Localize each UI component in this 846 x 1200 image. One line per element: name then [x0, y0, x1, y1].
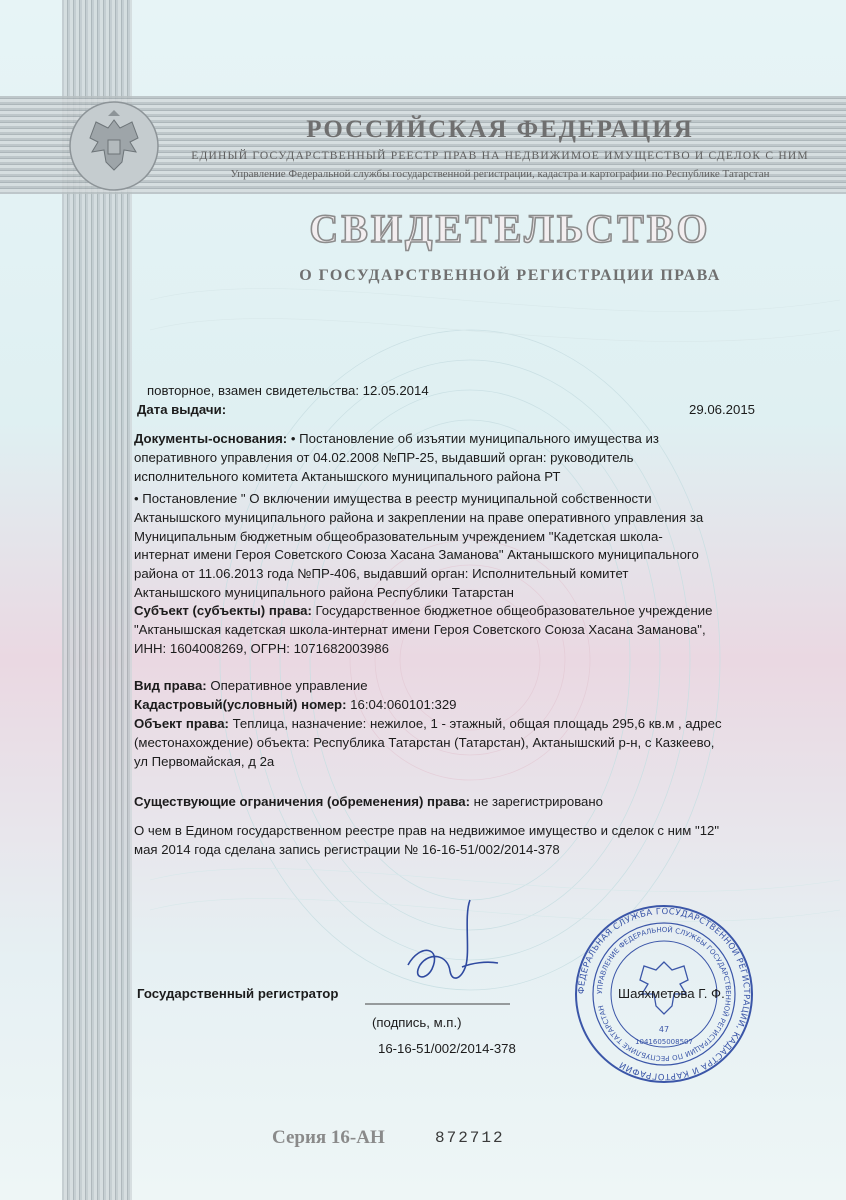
- restrictions: [134, 793, 603, 812]
- registry-title: ЕДИНЫЙ ГОСУДАРСТВЕННЫЙ РЕЕСТР ПРАВ НА НЕДВИЖИМОЕ ИМУЩЕСТВО И СДЕЛОК С НИМ: [191, 150, 809, 162]
- documents-item2-line: • Постановление " О включении имущества в реестр муниципальной собственности: [134, 491, 652, 506]
- signature-caption: (подпись, м.п.): [372, 1015, 462, 1030]
- documents-item2-line: Актанышского муниципального района Республики Татарстан: [134, 584, 514, 600]
- documents-item2: [134, 490, 703, 603]
- certificate-subtitle: О ГОСУДАРСТВЕННОЙ РЕГИСТРАЦИИ ПРАВА: [299, 267, 721, 284]
- documents-item2-line: района от 11.06.2013 года №ПР-406, выдавший орган: Исполнительный комитет: [134, 566, 629, 582]
- subject-label: Субъект (субъекты) права:: [134, 603, 312, 618]
- object-line: (местонахождение) объекта: Республика Татарстан (Татарстан), Актанышский р-н, с Казкеево,: [134, 734, 715, 750]
- registrar-signature: [390, 895, 510, 1010]
- documents-item2-line: Актанышского муниципального района и закреплении на праве оперативного управления за: [134, 509, 704, 525]
- registrar-name: Шаяхметова Г. Ф.: [618, 986, 725, 1001]
- office-title: Управление Федеральной службы государственной регистрации, кадастра и картографии по Республике Татарстан: [230, 168, 770, 180]
- documents-item1-line: исполнительного комитета Актанышского муниципального района РТ: [134, 468, 561, 484]
- documents-label: Документы-основания:: [134, 431, 288, 446]
- certificate-title: СВИДЕТЕЛЬСТВО: [309, 206, 711, 251]
- documents-item2-line: интернат имени Героя Советского Союза Хасана Заманова" Актанышского муниципального: [134, 547, 699, 563]
- documents-item1-line: оперативного управления от 04.02.2008 №ПР-25, выдавший орган: руководитель: [134, 449, 634, 465]
- object-of-right: [134, 715, 722, 771]
- object-line: Теплица, назначение: нежилое, 1 - этажный, общая площадь 295,6 кв.м , адрес: [228, 716, 722, 731]
- right-holder: [134, 602, 712, 658]
- registration-record: [134, 822, 719, 860]
- restrictions-value: не зарегистрировано: [470, 794, 603, 809]
- seal-outer-text: ФЕДЕРАЛЬНАЯ СЛУЖБА ГОСУДАРСТВЕННОЙ РЕГИСТРАЦИИ, КАДАСТРА И КАРТОГРАФИИ: [576, 906, 752, 1082]
- cadastral-label: Кадастровый(условный) номер:: [134, 697, 347, 712]
- object-line: ул Первомайская, д 2а: [134, 753, 275, 769]
- registrar-label: Государственный регистратор: [137, 986, 339, 1001]
- reissue-note: повторное, взамен свидетельства: 12.05.2014: [147, 383, 429, 398]
- subject-line: ИНН: 1604008269, ОГРН: 1071682003986: [134, 640, 389, 656]
- issue-date-label: Дата выдачи:: [137, 402, 227, 417]
- cadastral-value: 16:04:060101:329: [346, 697, 457, 712]
- documents-item1-line: • Постановление об изъятии муниципального имущества из: [287, 431, 659, 446]
- record-number: 16-16-51/002/2014-378: [378, 1041, 516, 1056]
- seal-inner-text: УПРАВЛЕНИЕ ФЕДЕРАЛЬНОЙ СЛУЖБЫ ГОСУДАРСТВЕННОЙ РЕГИСТРАЦИИ ПО РЕСПУБЛИКЕ ТАТАРСТАН: [595, 925, 733, 1063]
- documents-basis: [134, 430, 659, 486]
- right-type-label: Вид права:: [134, 678, 207, 693]
- subject-line: Государственное бюджетное общеобразовательное учреждение: [311, 603, 713, 618]
- double-headed-eagle-icon: [68, 100, 160, 192]
- form-series: Серия 16-АН: [272, 1127, 385, 1148]
- record-line: мая 2014 года сделана запись регистрации № 16-16-51/002/2014-378: [134, 841, 560, 857]
- cadastral-number: [134, 696, 457, 715]
- country-title: РОССИЙСКАЯ ФЕДЕРАЦИЯ: [306, 116, 694, 143]
- right-type: [134, 677, 368, 696]
- seal-number: 47: [658, 1025, 670, 1034]
- subject-line: "Актанышская кадетская школа-интернат имени Героя Советского Союза Хасана Заманова",: [134, 621, 706, 637]
- right-type-value: Оперативное управление: [206, 678, 368, 693]
- restrictions-label: Существующие ограничения (обременения) права:: [134, 794, 471, 809]
- form-serial-number: 872712: [435, 1129, 505, 1147]
- object-label: Объект права:: [134, 716, 229, 731]
- record-line: О чем в Едином государственном реестре прав на недвижимое имущество и сделок с ним "12": [134, 823, 720, 838]
- seal-ogrn: 1041605008507: [635, 1038, 693, 1046]
- documents-item2-line: Муниципальным бюджетным общеобразовательным учреждением "Кадетская школа-: [134, 528, 663, 544]
- issue-date-value: 29.06.2015: [688, 402, 755, 417]
